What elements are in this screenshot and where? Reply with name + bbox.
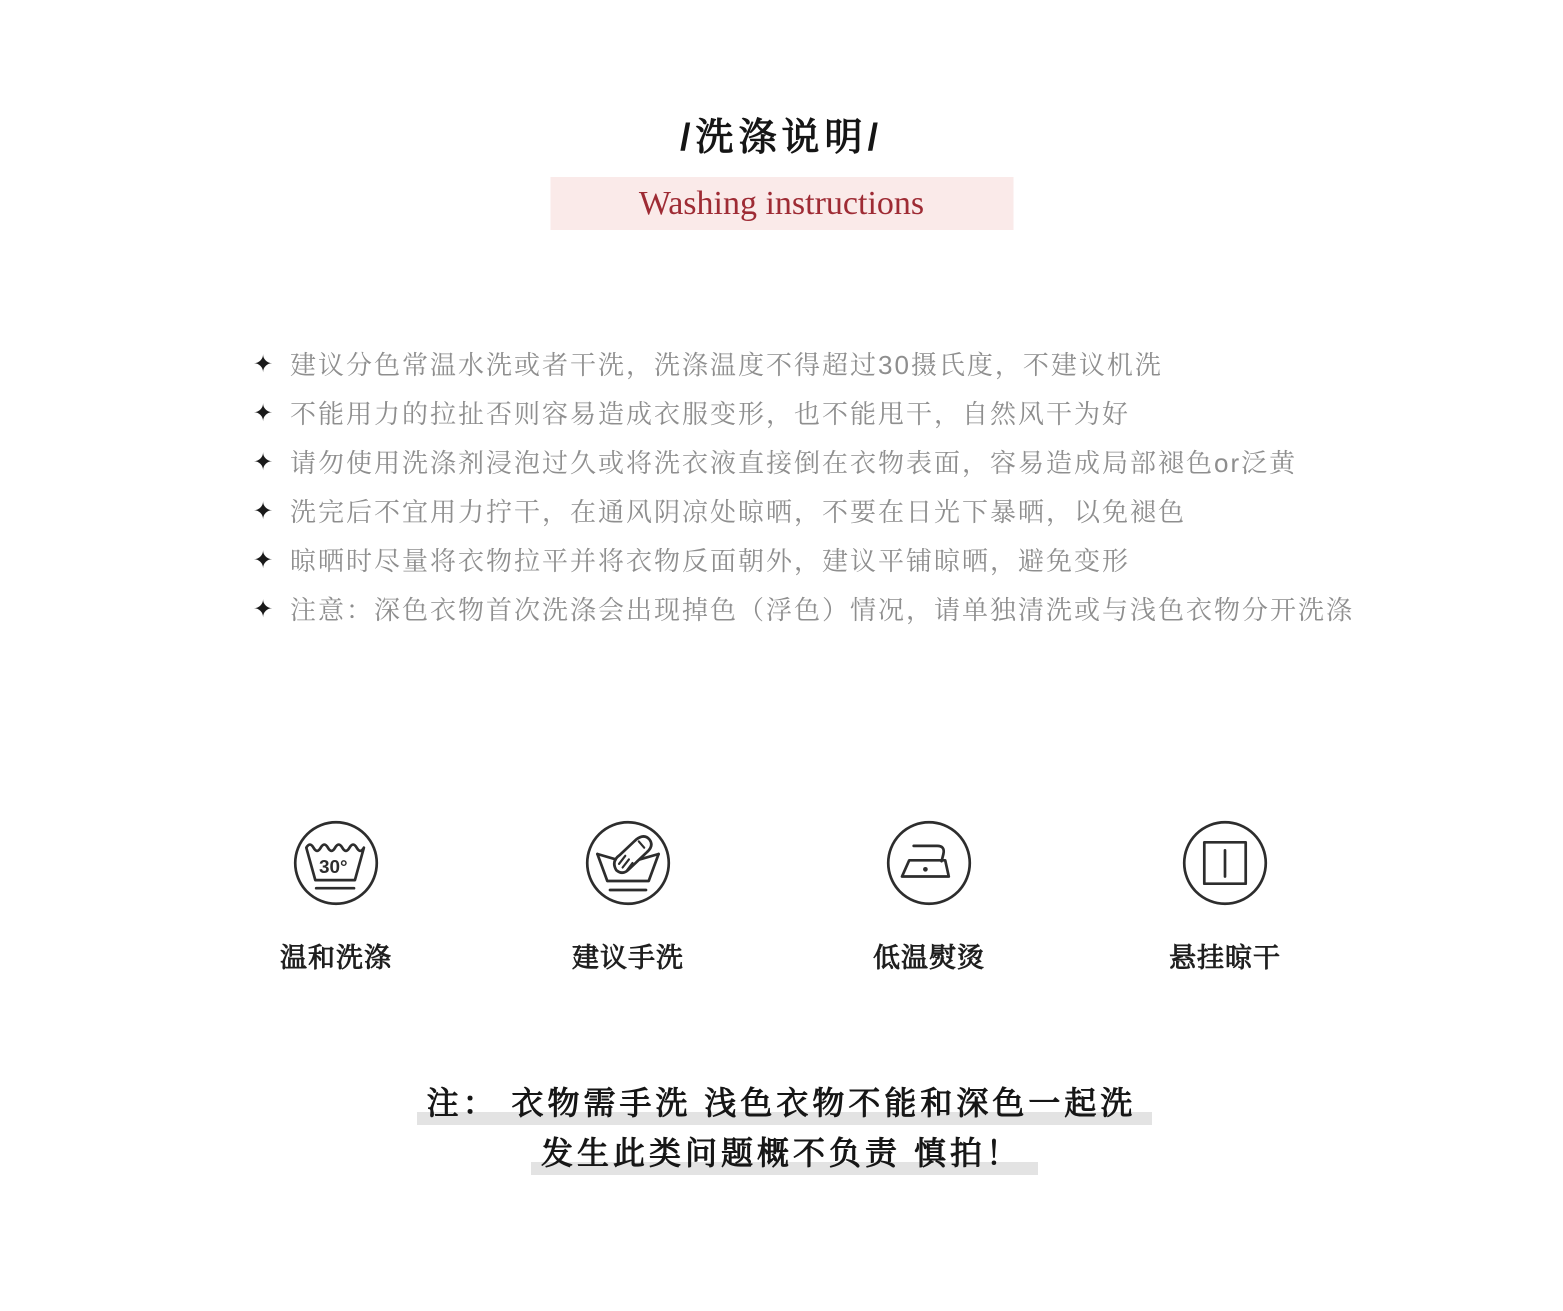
wash-temp-value: 30°: [319, 856, 348, 878]
list-item: [253, 499, 1354, 525]
care-label: 悬挂晾干: [1169, 943, 1281, 973]
instruction-text: 注意：深色衣物首次洗涤会出现掉色（浮色）情况，请单独清洗或与浅色衣物分开洗涤: [290, 595, 1355, 625]
list-item: [253, 401, 1354, 427]
hand-wash-icon: [583, 818, 673, 908]
washing-instructions-list: [253, 352, 1354, 646]
star-bullet-icon: ✦: [253, 596, 274, 623]
star-bullet-icon: ✦: [253, 498, 274, 525]
note-row: [0, 1078, 1563, 1128]
instruction-text: 不能用力的拉扯否则容易造成衣服变形，也不能甩干，自然风干为好: [290, 399, 1131, 429]
list-item: [253, 450, 1354, 476]
care-label: 温和洗涤: [280, 943, 392, 973]
star-bullet-icon: ✦: [253, 449, 274, 476]
note-line-2: 发生此类问题概不负责 慎拍！: [541, 1128, 1022, 1178]
instruction-text: 建议分色常温水洗或者干洗，洗涤温度不得超过30摄氏度，不建议机洗: [290, 350, 1163, 380]
care-item-iron-low: [829, 818, 1029, 975]
care-item-gentle-wash: [236, 818, 436, 975]
instruction-text: 晾晒时尽量将衣物拉平并将衣物反面朝外，建议平铺晾晒，避免变形: [290, 546, 1131, 576]
list-item: [253, 352, 1354, 378]
care-label: 低温熨烫: [873, 943, 985, 973]
hang-dry-icon: [1180, 818, 1270, 908]
star-bullet-icon: ✦: [253, 400, 274, 427]
wash-30-icon: [291, 818, 381, 908]
instruction-text: 请勿使用洗涤剂浸泡过久或将洗衣液直接倒在衣物表面，容易造成局部褪色or泛黄: [290, 448, 1298, 478]
instruction-text: 洗完后不宜用力拧干，在通风阴凉处晾晒，不要在日光下暴晒，以免褪色: [290, 497, 1187, 527]
note-line-1: 注： 衣物需手洗 浅色衣物不能和深色一起洗: [427, 1078, 1137, 1128]
subtitle-text: Washing instructions: [638, 184, 925, 222]
star-bullet-icon: ✦: [253, 547, 274, 574]
bottom-note: [0, 1078, 1563, 1178]
page-title: /洗涤说明/: [679, 117, 884, 159]
subtitle-banner: [550, 177, 1013, 230]
star-bullet-icon: ✦: [253, 351, 274, 378]
list-item: [253, 597, 1354, 623]
note-row: [0, 1128, 1563, 1178]
care-item-hang-dry: [1125, 818, 1325, 975]
care-label: 建议手洗: [572, 943, 684, 973]
list-item: [253, 548, 1354, 574]
care-item-hand-wash: [528, 818, 728, 975]
iron-low-icon: [884, 818, 974, 908]
